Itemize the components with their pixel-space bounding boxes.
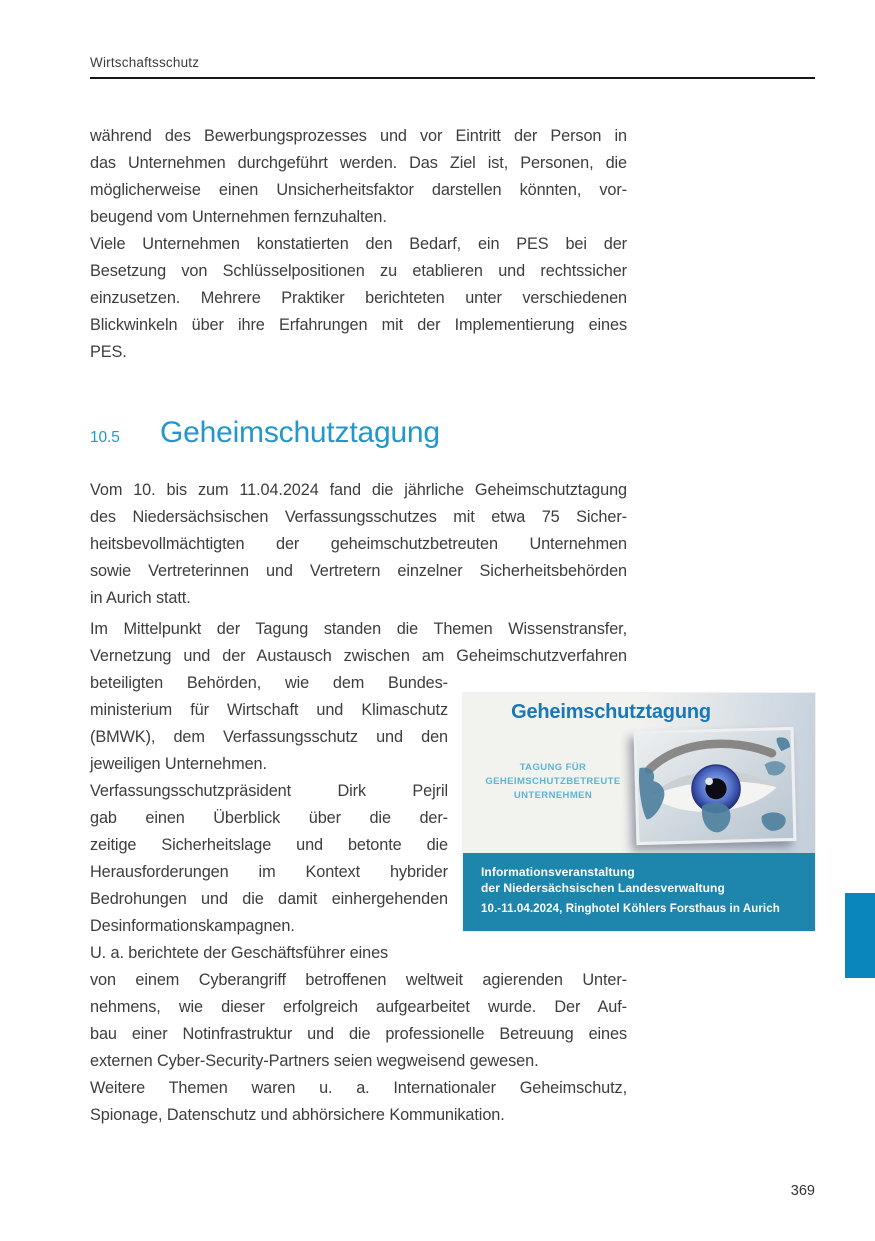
flyer-subtitle [463, 761, 643, 803]
text-line: während des Bewerbungsprozesses und vor Eintritt der Person in [90, 127, 627, 145]
section-title: Geheimschutztagung [160, 416, 440, 449]
text-line: möglicherweise einen Unsicherheitsfaktor darstellen könnten, vor- [90, 181, 627, 199]
flyer-subtitle-line: TAGUNG FÜR [519, 762, 587, 773]
text-line: ministerium für Wirtschaft und Klimaschutz [90, 701, 448, 719]
text-line: beteiligten Behörden, wie dem Bundes- [90, 674, 448, 692]
text-line: Verfassungsschutzpräsident Dirk Pejril [90, 782, 448, 800]
page-number: 369 [790, 1183, 815, 1199]
text-line: des Niedersächsischen Verfassungsschutzes mit etwa 75 Sicher- [90, 508, 627, 526]
text-line: Besetzung von Schlüsselpositionen zu etablieren und rechtssicher [90, 262, 627, 280]
text-line: PES. [90, 343, 127, 361]
section-number: 10.5 [90, 429, 120, 446]
flyer-title: Geheimschutztagung [511, 701, 711, 723]
flyer-banner [463, 853, 815, 931]
text-line: zeitige Sicherheitslage und betonte die [90, 836, 448, 854]
text-line: beugend vom Unternehmen fernzuhalten. [90, 208, 387, 226]
flyer-banner-line: Informationsveranstaltung [481, 865, 635, 879]
text-line: gab einen Überblick über die der- [90, 809, 448, 827]
paragraph-4-full [90, 616, 627, 670]
flyer-top-area [463, 693, 815, 853]
text-line: heitsbevollmächtigten der geheimschutzbetreuten Unternehmen [90, 535, 627, 553]
text-line: Weitere Themen waren u. a. Internationaler Geheimschutz, [90, 1079, 627, 1097]
text-line: bau einer Notinfrastruktur und die professionelle Betreuung eines [90, 1025, 627, 1043]
text-line: Blickwinkeln über ihre Erfahrungen mit der Implementierung eines [90, 316, 627, 334]
flyer-banner-line: der Niedersächsischen Landesverwaltung [481, 881, 725, 895]
paragraph-4-wrapped [90, 670, 448, 778]
text-line: Desinformationskampagnen. [90, 917, 295, 935]
running-header: Wirtschaftsschutz [90, 55, 200, 70]
text-line: Vom 10. bis zum 11.04.2024 fand die jährliche Geheimschutztagung [90, 481, 627, 499]
paragraph-2 [90, 231, 627, 366]
text-line: von einem Cyberangriff betroffenen weltweit agierenden Unter- [90, 971, 627, 989]
text-line: sowie Vertreterinnen und Vertretern einzelner Sicherheitsbehörden [90, 562, 627, 580]
text-line: in Aurich statt. [90, 589, 191, 607]
paragraph-6-full [90, 967, 627, 1075]
paragraph-3 [90, 477, 627, 612]
paragraph-7 [90, 1075, 627, 1129]
text-line: Viele Unternehmen konstatierten den Bedarf, ein PES bei der [90, 235, 627, 253]
text-line: Herausforderungen im Kontext hybrider [90, 863, 448, 881]
text-line: Vernetzung und der Austausch zwischen am Geheimschutzverfahren [90, 647, 627, 665]
text-line: (BMWK), dem Verfassungsschutz und den [90, 728, 448, 746]
paragraph-6-wrapped [90, 940, 448, 967]
text-line: Im Mittelpunkt der Tagung standen die Themen Wissenstransfer, [90, 620, 627, 638]
text-line: nehmens, wie dieser erfolgreich aufgearbeitet wurde. Der Auf- [90, 998, 627, 1016]
event-flyer-image [463, 693, 815, 931]
header-rule [90, 77, 815, 79]
flyer-banner-line: 10.-11.04.2024, Ringhotel Köhlers Forsthaus in Aurich [481, 903, 780, 915]
text-line: Spionage, Datenschutz und abhörsichere Kommunikation. [90, 1106, 505, 1124]
eye-world-photo [634, 727, 797, 845]
section-heading [90, 411, 627, 455]
text-line: U. a. berichtete der Geschäftsführer eines [90, 944, 389, 962]
text-line: einzusetzen. Mehrere Praktiker berichteten unter verschiedenen [90, 289, 627, 307]
flyer-subtitle-line: GEHEIMSCHUTZBETREUTE [485, 776, 621, 787]
text-line: Bedrohungen und die damit einhergehenden [90, 890, 448, 908]
text-line: das Unternehmen durchgeführt werden. Das Ziel ist, Personen, die [90, 154, 627, 172]
eye-world-illustration [637, 730, 794, 842]
paragraph-5-wrapped [90, 778, 448, 940]
body-text-column [90, 123, 627, 1129]
text-line: externen Cyber-Security-Partners seien wegweisend gewesen. [90, 1052, 539, 1070]
chapter-edge-tab [845, 893, 875, 978]
flyer-subtitle-line: UNTERNEHMEN [513, 790, 593, 801]
paragraph-1 [90, 123, 627, 231]
text-line: jeweiligen Unternehmen. [90, 755, 267, 773]
